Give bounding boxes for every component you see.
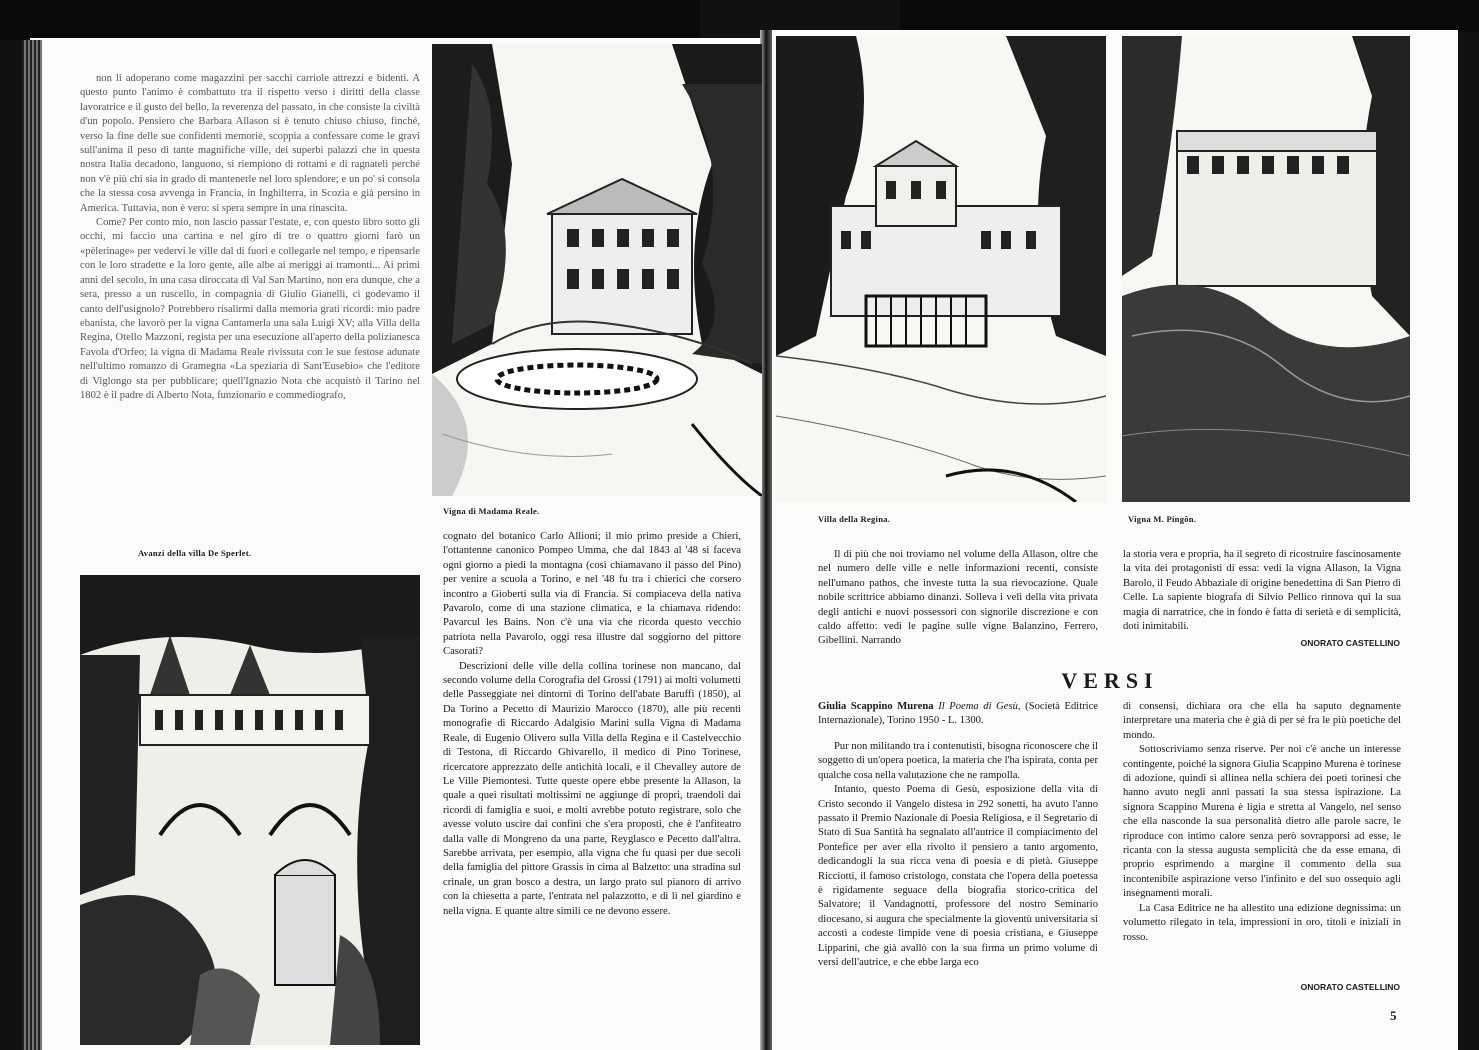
page-number: 5 <box>1390 1008 1397 1023</box>
illustration-vigna-madama-reale <box>432 44 762 496</box>
paragraph: Come? Per conto mio, non lascio passar l'estate, e, con questo libro sotto gli occhi, mi faccio una cartina e nel giro di tre o quattro giorni farò un «pèlerinage» per vedervi le ville dal di fuori e collegarle nel tempo, e ripensarle con le loro stradette e la loro gente, alle albe ai meriggi ai tramonti... Ai primi anni del secolo, in una casa diroccata di Val San Martino, non era dunque, che a sera, presso a un ruscello, in compagnia di Giulio Gianelli, ci godevamo il canto dell'usignolo? Potrebbero risalirmi dalla memoria grati ricordi: mio padre ebanista, che lavorò per la vigna Cantamerla una sala Luigi XV; alla Villa della Regina, Otello Mazzoni, regista per una esecuzione all'aperto della polizianesca Favola d'Orfeo; la vigna di Madama Reale rivissuta con le sue festose adunate nell'ultimo romanzo di Gramegna «La speziaria di Sant'Eusebio» che l'editore di Viglongo sta per pubblicare; quell'Ignazio Nota che acquistò il Tarino nel 1802 è il padre di Alberto Nota, funzionario e commediografo, <box>80 217 420 401</box>
paragraph: Intanto, questo Poema di Gesù, esposizione della vita di Cristo secondo il Vangelo distesa in 292 sonetti, ha avuto l'anno passato il Premio Nazionale di Poesia Religiosa, e il Segretario di Stato di Sua Santità ha segnalato all'autrice il compiacimento del Pontefice per aver ella rivolto il pensiero a tanto argomento, dedicandogli la sua ricca vena di poesia e di pietà. Giuseppe Ricciotti, il famoso cristologo, constata che l'opera della poetessa è rigidamente seguace della biografia storico-critica del Salvatore; il Vandagnotti, professore del nostro Seminario diocesano, si augura che specialmente la gioventù universitaria si accosti a codeste limpide vene di poesia cristiana, e Giuseppe Lipparini, che già avallò con la sua firma un primo volume di versi dell'autrice, e che ebbe larga eco <box>818 784 1098 969</box>
versi-column-1 <box>818 740 1098 1040</box>
illustration-vigna-pingon <box>1122 36 1410 502</box>
paragraph: non li adoperano come magazzini per sacchi carriole attrezzi e bidenti. A questo punto l'animo è combattuto tra il rispetto verso i diritti della classe lavoratrice e il gusto del bello, la reverenza del passato, in che consiste la civiltà d'un popolo. Pensiero che Barbara Allason si è tenuto chiuso chiuso, finché, verso la fine delle sue confidenti memorie, scoppia a confessare come le gravi sull'anima il peso di tante magnifiche ville, dei superbi palazzi che in questa nostra Italia decadono, languono, si riempiono di rottami e di ragnateli perché non v'è più chi sia in grado di mantenerle nel loro splendore; e un po' si consola che la stessa cosa avvenga in Francia, in Inghilterra, in Scozia e già persino in America. Tuttavia, non è vero: si spera sempre in una rinascita. <box>80 73 420 214</box>
caption-villa-de-sperlet: Avanzi della villa De Sperlet. <box>138 548 252 558</box>
caption-vigna-madama-reale: Vigna di Madama Reale. <box>443 506 540 516</box>
book-title: Il Poema di Gesù, <box>938 701 1021 712</box>
right-upper-column-1 <box>818 548 1098 658</box>
scan-border-top-right <box>900 0 1479 32</box>
paragraph: di consensi, dichiara ora che ella ha saputo degnamente interpretare una materia che è già di per sé fra le più poetiche del mondo. <box>1123 701 1401 741</box>
paragraph: La Casa Editrice ne ha allestito una edizione degnissima: un volumetto rilegato in tela, impressioni in oro, titoli e iniziali in rosso. <box>1123 902 1401 943</box>
signature-onorato-castellino: ONORATO CASTELLINO <box>1300 638 1400 648</box>
book-reference <box>818 700 1098 729</box>
paragraph: Descrizioni delle ville della collina torinese non mancano, dal secondo volume della Corografia del Grossi (1791) ai molti volumetti delle Passeggiate nei dintorni di Torino dell'abate Baruffi (1850), al Da Torino a Pecetto di Maurizio Marocco (1870), alle più recenti monografie di Riccardo Adalgisio Marini sulla Vigna di Madama Reale, di Eugenio Olivero sulla Villa della Regina e il Castelvecchio di Testona, di Riccardo Ghivarello, il medico di Pino Torinese, ricercatore apprezzato delle antichità locali, e il Chevalley autore de Le Ville Piemontesi. Tutte queste opere ebbe presente la Allason, la quale a quei risultati moltissimi ne aggiunge di propri, traendoli dai ricordi di famiglia e suoi, e molti avrebbe potuto registrare, solo che avesse voluto uscire dai confini che s'era proposti, che è l'anfiteatro dalla valle di Mongreno da una parte, Reyglasco e Pecetto dall'altra. Sarebbe arrivata, per esempio, alla vigna che fu quasi per due secoli della famiglia del pittore Grassis in cima al Balzetto: una stradina sul crinale, un gran bosco a destra, un largo prato sul pianoro di arrivo con la chiesetta a parte, l'entrata nel palazzotto, e di lì nel giardino e nella vigna. E quante altre simili ce ne devono essere. <box>443 660 741 917</box>
book-author: Giulia Scappino Murena <box>818 701 934 712</box>
illustration-villa-de-sperlet <box>80 575 420 1045</box>
paragraph: la storia vera e propria, ha il segreto di ricostruire fascinosamente la vita dei protagonisti di essa: vedi la vigna Allason, la Vigna Barolo, il Feudo Abbaziale di origine benedettina di San Pietro di Celle. La sapiente biografa di Silvio Pellico rinnova qui la sua magia di narratrice, che in fondo è fatta di serietà e di semplicità, doti inimitabili. <box>1123 549 1401 633</box>
paragraph: Sottoscriviamo senza riserve. Per noi c'è anche un interesse contingente, poiché la signora Giulia Scappino Murena è torinese di adozione, quindi si allinea nella schiera dei poeti torinesi che hanno avuto negli anni passati la sua stessa ispirazione. La signora Scappino Murena è ligia e stretta al Vangelo, nel senso che ella nasconde la sua personalità dietro alle parole sacre, le riproduce con intimo calore senza però sovrapporsi ad esse, le ricanta con la stessa augusta semplicità che da esse emana, di proprio esprimendo a margine il commento della sua incontenibile aspirazione verso l'infinito e del suo ossequio agli insegnamenti morali. <box>1123 744 1401 900</box>
caption-villa-della-regina: Villa della Regina. <box>818 514 891 524</box>
caption-vigna-pingon: Vigna M. Pingôn. <box>1128 514 1197 524</box>
illustration-villa-della-regina <box>776 36 1106 502</box>
page-edges <box>22 40 42 1050</box>
paragraph: Il di più che noi troviamo nel volume della Allason, oltre che nel numero delle ville e nelle informazioni recenti, consiste nell'umano pathos, che investe tutta la sua rievocazione. Quale nobile scrittrice abbiamo dinanzi. Solleva i veli della vita privata degli antichi e nuovi possessori con signorile discrezione e con caldo affetto: vedi le pagine sulle vigne Balanzino, Ferrero, Gibellini. Narrando <box>818 549 1098 647</box>
versi-column-2 <box>1123 700 1401 965</box>
section-title-versi: VERSI <box>1061 668 1159 693</box>
signature-onorato-castellino-2: ONORATO CASTELLINO <box>1300 982 1400 992</box>
scan-border-top-left <box>0 0 700 40</box>
left-column-text <box>80 72 420 542</box>
paragraph: Pur non militando tra i contenutisti, bisogna riconoscere che il soggetto di un'opera poetica, la materia che l'ha ispirata, conta per qualche cosa nella valutazione che ne rampolla. <box>818 741 1098 781</box>
paragraph: cognato del botanico Carlo Allioni; il mio primo preside a Chieri, l'ottantenne canonico Pompeo Umma, che dal 1843 al '48 si faceva ogni giorno a piedi la montagna (così chiamavano il passo del Pino) per venire a scuola a Torino, e nel '48 fu tra i chierici che corsero incontro a Gioberti sulla via di Francia. Si compiaceva della nativa Pavarolo, come di una stazione climatica, e la chiamava ridendo: Pavarcul les Bains. Non c'è una via che ricorda questo vecchio patriota nella Pavarolo, oggi resa illustre dal soggiorno del pittore Casorati? <box>443 531 741 658</box>
left-second-column-text <box>443 530 741 990</box>
right-upper-column-2 <box>1123 548 1401 648</box>
book-details: (Società Editrice Internazionale), Torino 1950 - L. 1300. <box>818 701 1099 727</box>
